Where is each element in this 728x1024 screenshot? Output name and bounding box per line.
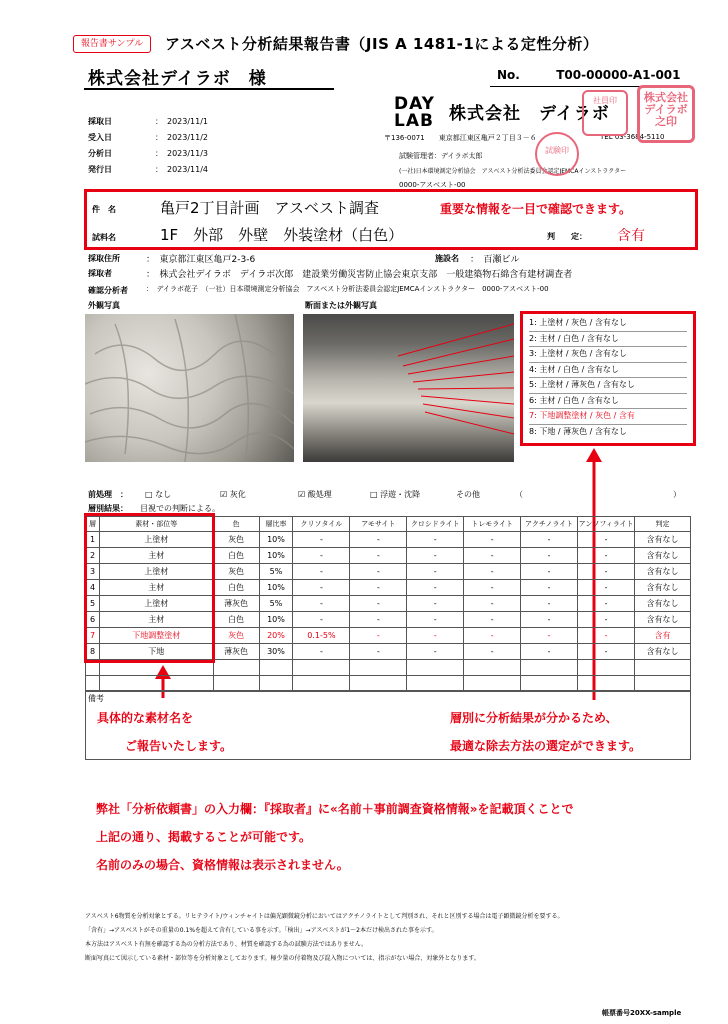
td-anthophyllite: -	[578, 644, 635, 660]
td-crocidolite: -	[407, 548, 464, 564]
layer-result-value: 目視での判断による。	[140, 504, 220, 513]
legend-item: 2: 主材 / 白色 / 含有なし	[529, 332, 687, 348]
material-highlight-box	[84, 513, 215, 663]
td-ratio: 10%	[259, 580, 293, 596]
callout-right-2: 最適な除去方法の選定ができます。	[450, 739, 642, 753]
notice-line-2: 上記の通り、掲載することが可能です。	[96, 830, 312, 844]
collector-value: ： 株式会社デイラボ デイラボ次郎 建設業労働災害防止協会東京支部 一般建築物石綿含有建材調査者	[146, 270, 573, 280]
td-tremolite: -	[464, 548, 521, 564]
sample-name: 1F 外部 外壁 外装塗材（白色）	[160, 226, 404, 244]
pretreat-opt: □ なし	[145, 490, 172, 499]
td-material: 主材	[99, 612, 213, 628]
td-actinolite: -	[521, 644, 578, 660]
pretreat-opt: ☑ 灰化	[220, 490, 246, 499]
doc-number-label: No.	[497, 68, 520, 82]
td-judgement: 含有なし	[635, 596, 691, 612]
td-crocidolite: -	[407, 564, 464, 580]
issuer-manager: 試験管理者：デイラボ太郎	[399, 152, 483, 160]
td-crocidolite: -	[407, 532, 464, 548]
td-actinolite: -	[521, 628, 578, 644]
case-name: 亀戸2丁目計画 アスベスト調査	[160, 199, 379, 217]
address-label: 採取住所	[88, 254, 120, 263]
td-tremolite: -	[464, 596, 521, 612]
td-actinolite: -	[521, 532, 578, 548]
td-ratio: 5%	[259, 596, 293, 612]
td-layer: 3	[86, 564, 100, 580]
td-actinolite: -	[521, 548, 578, 564]
date-label: 発行日	[88, 165, 112, 174]
td-layer: 7	[86, 628, 100, 644]
layer-result-label: 層別結果：	[88, 504, 128, 513]
td-chrysotile: -	[293, 532, 350, 548]
td-tremolite: -	[464, 644, 521, 660]
td-ratio: 10%	[259, 532, 293, 548]
td-tremolite: -	[464, 580, 521, 596]
legend-item-highlight: 7: 下地調整塗材 / 灰色 / 含有	[529, 409, 687, 425]
collector-label: 採取者	[88, 269, 112, 278]
td-amosite: -	[350, 628, 407, 644]
td-anthophyllite: -	[578, 532, 635, 548]
date-value: ： 2023/11/4	[155, 165, 209, 174]
td-chrysotile: -	[293, 580, 350, 596]
td-crocidolite: -	[407, 612, 464, 628]
footnote: 「含有」→アスベストがその重量の0.1%を超えて含有している事を示す。「検出」→アスベストが1～2本だけ検出された事を示す。	[85, 927, 438, 934]
legend-item: 3: 上塗材 / 灰色 / 含有なし	[529, 347, 687, 363]
td-layer: 5	[86, 596, 100, 612]
td-chrysotile: -	[293, 596, 350, 612]
td-material: 上塗材	[99, 596, 213, 612]
td-anthophyllite: -	[578, 564, 635, 580]
section-photo-label: 断面または外観写真	[305, 301, 377, 310]
th-judgement: 判定	[635, 517, 691, 532]
legend-item: 8: 下地 / 薄灰色 / 含有なし	[529, 426, 627, 436]
td-amosite: -	[350, 612, 407, 628]
case-label: 件 名	[92, 205, 116, 214]
td-crocidolite: -	[407, 580, 464, 596]
callout-left-2: ご報告いたします。	[125, 739, 233, 753]
td-chrysotile: -	[293, 564, 350, 580]
pretreat-label: 前処理 ：	[88, 490, 128, 499]
staff-stamp: 社員印	[582, 90, 628, 136]
td-color: 灰色	[213, 564, 259, 580]
td-anthophyllite: -	[578, 612, 635, 628]
td-color: 灰色	[213, 532, 259, 548]
td-color: 白色	[213, 580, 259, 596]
address-value: ： 東京都江東区亀戸2-3-6	[146, 255, 256, 265]
th-ratio: 層比率	[259, 517, 293, 532]
th-chrysotile: クリソタイル	[293, 517, 350, 532]
td-amosite: -	[350, 564, 407, 580]
td-material: 上塗材	[99, 564, 213, 580]
issuer-association: (一社)日本環境測定分析協会 アスベスト分析法委員会認定JEMCAインストラクター	[399, 168, 627, 175]
td-chrysotile: -	[293, 612, 350, 628]
sample-label: 試料名	[92, 233, 116, 242]
td-anthophyllite: -	[578, 628, 635, 644]
footnote: アスベスト6物質を分析対象とする。リヒテライト/ウィンチャイトは偏光顕微鏡分析においてはアクチノライトとして判別され、それと区別する場合は電子顕微鏡分析を要する。	[85, 913, 564, 920]
issuer-company: 株式会社 デイラボ	[449, 104, 610, 124]
td-layer: 6	[86, 612, 100, 628]
legend-item: 6: 主材 / 白色 / 含有なし	[529, 394, 687, 410]
td-actinolite: -	[521, 564, 578, 580]
td-actinolite: -	[521, 580, 578, 596]
date-value: ： 2023/11/3	[155, 149, 209, 158]
td-judgement: 含有なし	[635, 564, 691, 580]
date-value: ： 2023/11/2	[155, 133, 209, 142]
form-number: 帳票番号20XX-sample	[602, 1009, 682, 1017]
notice-line-1: 弊社「分析依頼書」の入力欄：『採取者』に«名前＋事前調査資格情報»を記載頂くことで	[96, 802, 574, 816]
td-color: 薄灰色	[213, 596, 259, 612]
test-stamp: 試験印	[535, 132, 579, 176]
legend-item: 1: 上塗材 / 灰色 / 含有なし	[529, 316, 687, 332]
td-anthophyllite: -	[578, 596, 635, 612]
td-material: 下地	[99, 644, 213, 660]
td-color: 白色	[213, 548, 259, 564]
td-actinolite: -	[521, 596, 578, 612]
td-tremolite: -	[464, 532, 521, 548]
td-anthophyllite: -	[578, 580, 635, 596]
td-material: 上塗材	[99, 532, 213, 548]
callout-left-1: 具体的な素材名を	[97, 711, 194, 725]
th-color: 色	[213, 517, 259, 532]
exterior-photo-label: 外観写真	[88, 301, 120, 310]
doc-number-value: T00-00000-A1-001	[556, 68, 681, 82]
td-ratio: 20%	[259, 628, 293, 644]
judge-value: 含有	[617, 228, 645, 244]
td-ratio: 10%	[259, 548, 293, 564]
date-label: 受入日	[88, 133, 112, 142]
td-chrysotile: -	[293, 644, 350, 660]
footnote: 本方法はアスベスト有無を確認する為の分析方法であり、材質を確認する為の試験方法ではありません。	[85, 941, 368, 948]
td-crocidolite: -	[407, 644, 464, 660]
th-layer: 層	[86, 517, 100, 532]
analyst-label: 確認分析者	[88, 286, 128, 295]
th-anthophyllite: アンソフィライト	[578, 517, 635, 532]
client-name: 株式会社デイラボ 様	[88, 69, 267, 89]
td-amosite: -	[350, 580, 407, 596]
remarks-label: 備考	[88, 694, 104, 703]
td-judgement: 含有なし	[635, 580, 691, 596]
footnote: 断面写真にて図示している素材・部位等を分析対象としております。極少量の付着物及び混入物については、指示がない場合、対象外となります。	[85, 955, 480, 962]
pretreat-opt: その他	[456, 490, 480, 499]
td-material: 下地調整塗材	[99, 628, 213, 644]
td-amosite: -	[350, 644, 407, 660]
td-layer: 4	[86, 580, 100, 596]
th-crocidolite: クロシドライト	[407, 517, 464, 532]
th-amosite: アモサイト	[350, 517, 407, 532]
company-seal: 株式会社デイラボ之印	[637, 85, 695, 143]
td-amosite: -	[350, 548, 407, 564]
td-amosite: -	[350, 532, 407, 548]
sample-badge: 報告書サンプル	[73, 35, 151, 53]
pretreat-opt: （	[515, 490, 523, 499]
facility-value: ： 百瀬ビル	[470, 255, 520, 265]
td-crocidolite: -	[407, 628, 464, 644]
td-chrysotile: 0.1-5%	[293, 628, 350, 644]
td-crocidolite: -	[407, 596, 464, 612]
td-material: 主材	[99, 548, 213, 564]
report-title: アスベスト分析結果報告書（JIS A 1481-1による定性分析）	[165, 35, 599, 53]
judge-label: 判 定：	[547, 232, 587, 241]
td-color: 薄灰色	[213, 644, 259, 660]
td-judgement: 含有なし	[635, 644, 691, 660]
date-label: 分析日	[88, 149, 112, 158]
td-layer: 8	[86, 644, 100, 660]
date-value: ： 2023/11/1	[155, 117, 209, 126]
td-tremolite: -	[464, 564, 521, 580]
issuer-address: 〒136-0071 東京都江東区亀戸２丁目３－６	[384, 134, 537, 142]
th-actinolite: アクチノライト	[521, 517, 578, 532]
td-tremolite: -	[464, 628, 521, 644]
logo-bottom: LAB	[394, 111, 434, 131]
issuer-assoc-number: 0000-アスベスト-00	[399, 181, 466, 189]
td-layer: 2	[86, 548, 100, 564]
td-ratio: 10%	[259, 612, 293, 628]
analyst-value: ： デイラボ花子 （一社）日本環境測定分析協会 アスベスト分析法委員会認定JEMCAインストラクター 0000-アスベスト-00	[146, 285, 549, 293]
td-ratio: 30%	[259, 644, 293, 660]
pretreat-opt: ☑ 酸処理	[298, 490, 332, 499]
callout-top: 重要な情報を一目で確認できます。	[440, 202, 632, 216]
results-table-blank	[86, 660, 691, 692]
td-tremolite: -	[464, 612, 521, 628]
td-material: 主材	[99, 580, 213, 596]
legend-item: 4: 主材 / 白色 / 含有なし	[529, 363, 687, 379]
pretreat-opt: □ 浮遊・沈降	[370, 490, 421, 499]
callout-right-1: 層別に分析結果が分かるため、	[450, 711, 618, 725]
pretreat-opt: ）	[673, 490, 681, 499]
td-judgement: 含有なし	[635, 532, 691, 548]
th-material: 素材・部位等	[99, 517, 213, 532]
issuer-tel: TEL 03-3684-5110	[600, 133, 665, 141]
td-color: 灰色	[213, 628, 259, 644]
legend-item: 5: 上塗材 / 薄灰色 / 含有なし	[529, 378, 687, 394]
td-actinolite: -	[521, 612, 578, 628]
td-judgement: 含有なし	[635, 548, 691, 564]
notice-line-3: 名前のみの場合、資格情報は表示されません。	[96, 858, 349, 872]
td-chrysotile: -	[293, 548, 350, 564]
logo-top: DAY	[394, 94, 435, 114]
td-judgement: 含有なし	[635, 612, 691, 628]
date-label: 採取日	[88, 117, 112, 126]
td-layer: 1	[86, 532, 100, 548]
td-anthophyllite: -	[578, 548, 635, 564]
td-judgement: 含有	[635, 628, 691, 644]
td-ratio: 5%	[259, 564, 293, 580]
th-tremolite: トレモライト	[464, 517, 521, 532]
td-amosite: -	[350, 596, 407, 612]
td-color: 白色	[213, 612, 259, 628]
facility-label: 施設名	[435, 254, 459, 263]
